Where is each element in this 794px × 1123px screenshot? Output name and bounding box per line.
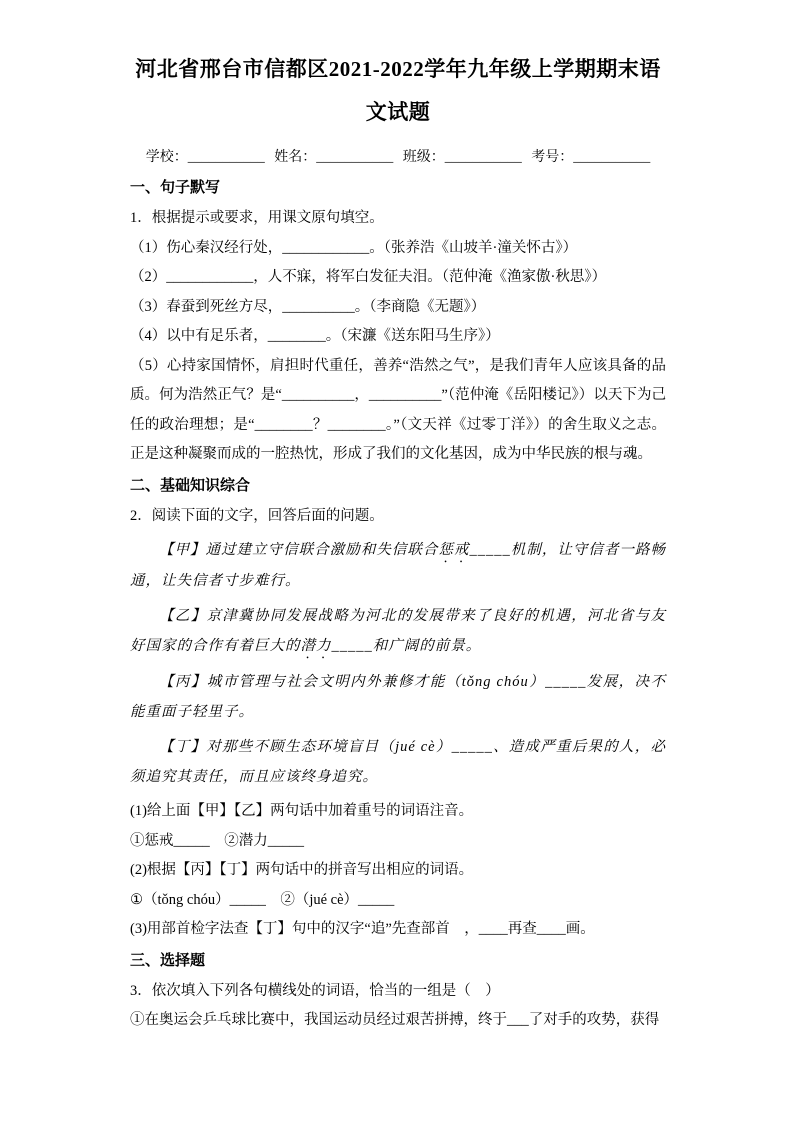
q3-item-1: ①在奥运会乒乓球比赛中，我国运动员经过艰苦拼搏，终于___了对手的攻势，获得: [130, 1012, 660, 1028]
class-field: [403, 150, 522, 165]
section-multiple-choice: [130, 947, 666, 1036]
name-field: [274, 150, 393, 165]
section-1-heading: 一、句子默写: [130, 180, 221, 196]
name-blank: ___________: [316, 150, 394, 165]
q2-sub-3: (3)用部首检字法查【丁】句中的汉字“追”先查部首 ，____再查____画。: [130, 921, 595, 937]
section-2-heading: 二、基础知识综合: [130, 477, 251, 494]
exam-number-blank: ___________: [573, 150, 651, 165]
question-1-stem: 1．根据提示或要求，用课文原句填空。: [130, 210, 384, 226]
question-3-stem: 3．依次填入下列各句横线处的词语，恰当的一组是（ ）: [130, 982, 500, 999]
q2-sub-1: (1)给上面【甲】【乙】两句话中加着重号的词语注音。: [130, 803, 474, 819]
emphasized-word-qianli: 潜力: [300, 638, 332, 654]
q1-item-5: （5）心持家国情怀，肩担时代重任，善养“浩然之气”，是我们青年人应该具备的品质。何为浩然正气？是“__________，__________”（范仲淹《岳阳楼记》）以天下为己任的政治理想；是“________？________。”（文天祥《过零丁洋》）的舍生取义之志。正是这种凝聚而成的一腔热忱，形成了我们的文化基因，成为中华民族的根与魂。: [130, 357, 666, 462]
section-basic-knowledge: [130, 472, 666, 945]
emphasized-word-chengjie: 惩戒: [438, 542, 470, 558]
q1-item-2: （2）____________，人不寐，将军白发征夫泪。（范仲淹《渔家傲·秋思》）: [130, 269, 607, 285]
q2-sub-2-blanks: ①（tǒng chóu）_____ ②（jué cè）_____: [130, 891, 395, 908]
q1-item-4: （4）以中有足乐者，________。（宋濂《送东阳马生序》）: [130, 328, 500, 344]
page-title: 河北省邢台市信都区2021-2022学年九年级上学期期末语文试题: [135, 57, 661, 124]
school-field: [146, 150, 265, 165]
q1-item-3: （3）春蚕到死丝方尽，__________。（李商隐《无题》）: [130, 298, 486, 315]
passage-yi-post: _____和广阔的前景。: [331, 638, 482, 654]
passage-jia-post: _____机制，让守信者一路畅通，让失信者寸步难行。: [130, 542, 667, 589]
passage-jia-pre: 【甲】通过建立守信联合激励和失信联合: [159, 542, 439, 558]
passage-yi-pre: 【乙】京津冀协同发展战略为河北的发展带来了良好的机遇，河北省与友好国家的合作有着巨大的: [130, 608, 666, 654]
exam-number-label: 考号：: [531, 150, 574, 165]
student-info-row: [130, 144, 666, 172]
passage-ding: 【丁】对那些不顾生态环境盲目（jué cè）_____、造成严重后果的人，必须追究其责任，而且应该终身追究。: [130, 739, 666, 785]
exam-number-field: [531, 150, 650, 165]
passage-jia: [130, 535, 666, 596]
section-sentence-dictation: [130, 174, 666, 470]
q2-sub-1-blanks: ①惩戒_____ ②潜力_____: [130, 832, 304, 849]
q1-item-1: （1）伤心秦汉经行处，____________。（张养浩《山坡羊·潼关怀古》）: [130, 239, 578, 256]
passage-yi: [130, 601, 666, 662]
section-3-heading: 三、选择题: [130, 952, 206, 969]
name-label: 姓名：: [274, 150, 317, 165]
class-label: 班级：: [402, 150, 445, 165]
passage-bing: 【丙】城市管理与社会文明内外兼修才能（tǒng chóu）_____发展，决不能重面子轻里子。: [130, 674, 666, 720]
school-blank: ___________: [187, 150, 265, 165]
school-label: 学校：: [145, 150, 188, 165]
class-blank: ___________: [444, 150, 522, 165]
question-2-stem: 2．阅读下面的文字，回答后面的问题。: [130, 507, 384, 524]
q2-sub-2: (2)根据【丙】【丁】两句话中的拼音写出相应的词语。: [130, 862, 474, 878]
